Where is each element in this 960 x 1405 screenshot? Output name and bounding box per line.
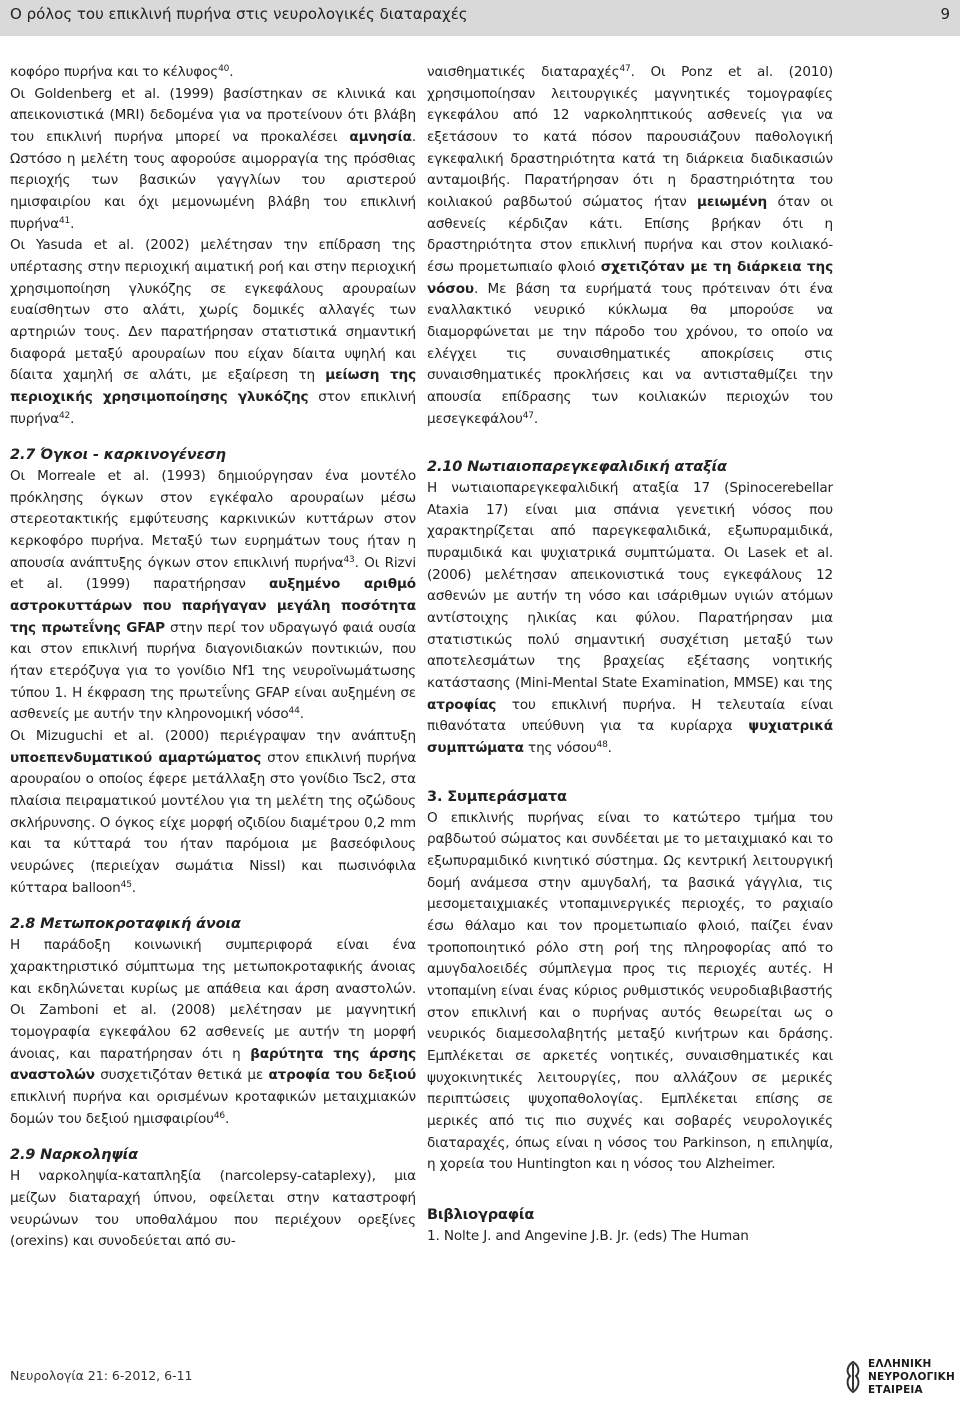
paragraph: Οι Goldenberg et al. (1999) βασίστηκαν σε κλινικά και απεικονιστικά (MRI) δεδομένα για να προτείνουν ότι βλάβη του επικλινή πυρήνα μπορεί να προκαλέσει αμνησία. Ωστόσο η μελέτη τους αφορούσε αιμορραγία της πρόσθιας περιοχής των βασικών γαγγλίων του αριστερού ημισφαιρίου και όχι μεμονωμένη βλάβη του επικλινή πυρήνα$^{41}$. xyxy=(10,85,416,232)
running-header xyxy=(0,0,960,36)
society-logo xyxy=(842,1356,954,1400)
paragraph: Οι Yasuda et al. (2002) μελέτησαν την επίδραση της υπέρτασης στην περιοχική αιματική ροή και στην περιοχική χρησιμοποίηση γλυκόζης σε εγκεφάλους αρουραίων ευαίσθητων στο αλάτι, χωρίς δομικές αλλαγές των αρτηριών τους. Δεν παρατήρησαν στατιστικά σημαντική διαφορά μεταξύ αρουραίων που είχαν δίαιτα υψηλή και δίαιτα χαμηλή σε αλάτι, με εξαίρεση τη μείωση της περιοχικής χρησιμοποίησης γλυκόζης στον επικλινή πυρήνα$^{42}$. xyxy=(10,237,417,427)
logo-mark-icon xyxy=(842,1360,864,1394)
paragraph: Ο επικλινής πυρήνας είναι το κατώτερο τμήμα του ραβδωτού σώματος και συνδέεται με το μεταιχμιακό και το εξωπυραμιδικό κινητικό σύστημα. Ως κεντρική λειτουργική δομή ανάμεσα στην αμυγδαλή, τα βασικά γάγγλια, τις μεσομεταιχμιακές ντοπαμινεργικές περιοχές, το ραχιαίο έσω θάλαμο και τον προμετωπιαίο φλοιό, παίζει έναν τροποποιητικό ρόλο στη ροή της πληροφορίας από το αμυγδαλοειδές σύμπλεγμα προς τις περιοχές αυτές. Η ντοπαμίνη είναι ένας κύριος ρυθμιστικός νευροδιαβιβαστής στον επικλινή και ο πυρήνας αυτός θεωρείται ως ο νευρικός διαμεσολαβητής μεταξύ κινήτρων και δράσης. Εμπλέκεται σε αρκετές νοητικές, συναισθηματικές και ψυχοκινητικές λειτουργίες, που αλλάζουν σε μερικές περιπτώσεις ψυχοπαθολογίας. Εμπλέκεται επίσης σε μερικές από τις πιο συχνές και σοβαρές νευρολογικές διαταραχές, όπως είναι η νόσος του Parkinson, η επιληψία, η χορεία του Huntington και η νόσος του Alzheimer. xyxy=(427,809,833,1173)
reference-item: 1. Nolte J. and Angevine J.B. Jr. (eds) The Human xyxy=(427,1227,749,1244)
section-heading: 3. Συμπεράσματα xyxy=(427,788,567,805)
section-heading: 2.7 Όγκοι - καρκινογένεση xyxy=(10,447,226,464)
paragraph: Η ναρκοληψία-καταπληξία (narcolepsy-cataplexy), μια μείζων διαταραχή ύπνου, οφείλεται στην καταστροφή νευρώνων του υποθαλάμου που περιέχουν ορεξίνες (orexins) και συνοδεύεται από συ- xyxy=(10,1168,416,1250)
logo-text: ΕΛΛΗΝΙΚΗ ΝΕΥΡΟΛΟΓΙΚΗ ΕΤΑΙΡΕΙΑ xyxy=(868,1358,955,1396)
paragraph: Η νωτιαιοπαρεγκεφαλιδική αταξία 17 (Spinocerebellar Ataxia 17) είναι μια σπάνια γενετική νόσος που χαρακτηρίζεται από παρεγκεφαλιδικά, εξωπυραμιδικά, πυραμιδικά και ψυχιατρικά συμπτώματα. Οι Lasek et al. (2006) μελέτησαν απεικονιστικά τους εγκεφάλους 12 ασθενών με αυτήν τη νόσο και ισάριθμων υγιών ατόμων αντίστοιχης ηλικίας και φύλου. Παρατήρησαν μια στατιστικώς πολύ σημαντική συσχέτιση μεταξύ των αποτελεσμάτων της βραχείας εξέτασης νοητικής κατάστασης (Mini-Mental State Examination, MMSE) και της ατροφίας του επικλινή πυρήνα. Η τελευταία είναι πιθανότατα υπεύθυνη για τα κυρίαρχα ψυχιατρικά συμπτώματα της νόσου$^{48}$. xyxy=(427,480,833,757)
left-column xyxy=(10,62,416,1253)
right-column xyxy=(427,62,833,1248)
paragraph: Οι Morreale et al. (1993) δημιούργησαν ένα μοντέλο πρόκλησης όγκων στον εγκέφαλο αρουραίων μέσω στερεοτακτικής εμφύτευσης καρκινικών κυττάρων στον κερκοφόρο πυρήνα. Μεταξύ των ευρημάτων τους ήταν η απουσία ανάπτυξης όγκων στον επικλινή πυρήνα$^{43}$. Οι Rizvi et al. (1999) παρατήρησαν αυξημένο αριθμό αστροκυττάρων που παρήγαγαν μεγάλη ποσότητα της πρωτεΐνης GFAP στην περί τον υδραγωγό φαιά ουσία και στον επικλινή πυρήνα διαγονιδιακών ποντικιών, που ήταν ετερόζυγα για το γονίδιο Nf1 της νευροϊνωμάτωσης τύπου 1. Η έκφραση της πρωτεΐνης GFAP είναι αυξημένη σε ασθενείς με αυτήν την κληρονομική νόσο$^{44}$. xyxy=(10,468,416,723)
paragraph: Η παράδοξη κοινωνική συμπεριφορά είναι ένα χαρακτηριστικό σύμπτωμα της μετωποκροταφικής άνοιας και εκδηλώνεται κυρίως με απάθεια και άρση αναστολών. Οι Zamboni et al. (2008) μελέτησαν με μαγνητική τομογραφία εγκεφάλου 62 ασθενείς με αυτήν τη μορφή άνοιας, και παρατήρησαν ότι η βαρύτητα της άρσης αναστολών συσχετιζόταν θετικά με ατροφία του δεξιού επικλινή πυρήνα και ορισμένων κροταφικών μεταιχμιακών δομών του δεξιού ημισφαιρίου$^{46}$. xyxy=(10,937,416,1127)
section-heading: 2.10 Νωτιαιοπαρεγκεφαλιδική αταξία xyxy=(427,459,727,476)
page-number: 9 xyxy=(940,5,950,23)
paragraph: ναισθηματικές διαταραχές$^{47}$. Οι Ponz et al. (2010) χρησιμοποίησαν λειτουργικές μαγνητικές τομογραφίες εγκεφάλου από 12 ναρκοληπτικούς ασθενείς για να εξετάσουν το κατά πόσον παρουσιάζουν παθολογική εγκεφαλική δραστηριότητα κατά τη διάρκεια διαδικασιών ανταμοιβής. Παρατήρησαν ότι η δραστηριότητα του κοιλιακού ραβδωτού σώματος ήταν μειωμένη όταν οι ασθενείς κέρδιζαν κάτι. Επίσης βρήκαν ότι η δραστηριότητα στον επικλινή πυρήνα και στον κοιλιακό-έσω προμετωπιαίο φλοιό σχετιζόταν με τη διάρκεια της νόσου. Με βάση τα ευρήματά τους πρότειναν ότι ένα εναλλακτικό νευρικό κύκλωμα θα μπορούσε να διαμορφώνεται με την πάροδο του χρόνου, το οποίο να ελέγχει τις συναισθηματικές αποκρίσεις στις συναισθηματικές προκλήσεις και να αντισταθμίζει την απουσία επίδρασης των κοιλιακών περιοχών του μεσεγκεφάλου$^{47}$. xyxy=(427,64,833,427)
section-heading: 2.8 Μετωποκροταφική άνοια xyxy=(10,916,241,933)
paragraph: Οι Mizuguchi et al. (2000) περιέγραψαν την ανάπτυξη υποεπενδυματικού αμαρτώματος στον επικλινή πυρήνα αρουραίου ο οποίος έφερε μετάλλαξη στο γονίδιο Tsc2, στα πλαίσια πειραματικού μοντέλου για τη μελέτη της οζώδους σκλήρυνσης. Ο όγκος είχε μορφή οζιδίου διαμέτρου 0,2 mm και τα κύτταρά του ήταν παρόμοια με βασεόφιλους νευρώνες (περιείχαν σωμάτια Nissl) και πωσινόφιλα κύτταρα balloon$^{45}$. xyxy=(10,728,417,896)
running-title: Ο ρόλος του επικλινή πυρήνα στις νευρολογικές διαταραχές xyxy=(10,5,468,23)
footer-citation: Νευρολογία 21: 6-2012, 6-11 xyxy=(10,1368,193,1383)
section-heading: 2.9 Ναρκοληψία xyxy=(10,1147,138,1164)
paragraph: κοφόρο πυρήνα και το κέλυφος$^{40}$. xyxy=(10,64,234,80)
references-heading: Βιβλιογραφία xyxy=(427,1206,535,1223)
